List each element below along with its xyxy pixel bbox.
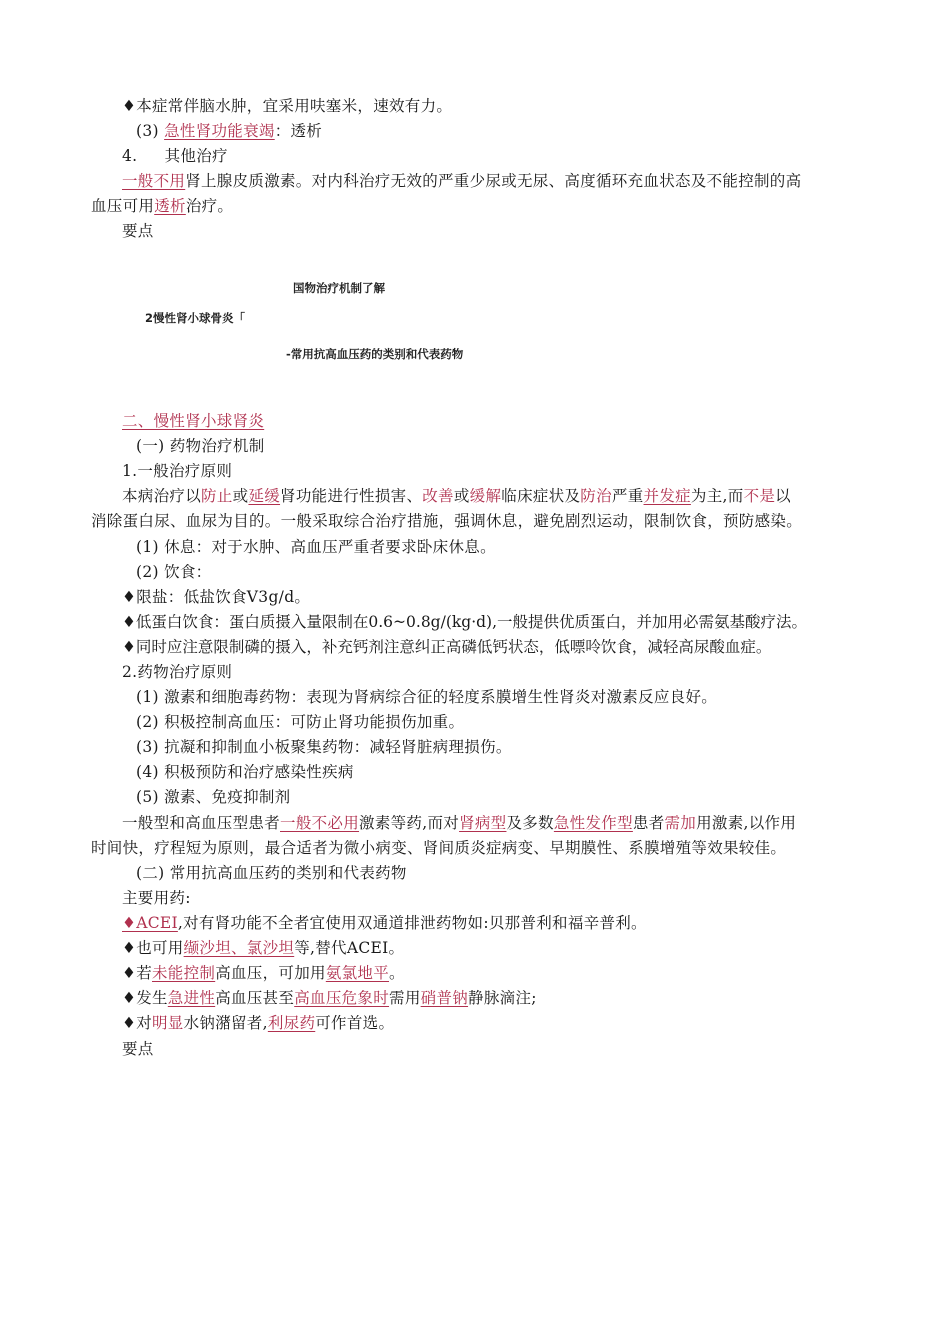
text-span: ,对有肾功能不全者宜使用双通道排泄药物如:贝那普利和福辛普利。 (177, 914, 647, 932)
highlight-text: 并发症 (643, 487, 691, 505)
mindmap-node: 国物治疗机制了解 (293, 281, 385, 295)
text-span: 激素等药,而对 (359, 814, 460, 832)
highlight-text: 明显 (152, 1014, 184, 1032)
text-line: (4) 积极预防和治疗感染性疾病 (136, 763, 354, 781)
highlight-text: 缓解 (469, 487, 502, 505)
text-span: 用激素,以作用 (696, 814, 797, 832)
highlight-text: 一般不必用 (280, 814, 360, 832)
highlight-text: 防治 (580, 487, 612, 505)
text-line: 2.药物治疗原则 (122, 663, 233, 681)
text-line (122, 988, 537, 1008)
highlight-text: 需加 (664, 814, 697, 832)
text-span: 临床症状及 (501, 487, 581, 505)
text-line: (1) 休息：对于水肿、高血压严重者要求卧床休息。 (136, 538, 496, 556)
text-span: 水钠潴留者, (183, 1014, 268, 1032)
text-line (122, 963, 405, 983)
list-number: (3) (136, 122, 159, 140)
text-span: 为主,而 (690, 487, 744, 505)
text-span: 高血压，可加用 (215, 964, 326, 982)
text-span: 可作首选。 (315, 1014, 395, 1032)
highlight-text: 改善 (422, 487, 454, 505)
section-label: 要点 (122, 222, 154, 240)
text-span: ♦也可用 (122, 939, 184, 957)
highlight-text: 急性发作型 (553, 814, 633, 832)
highlight-text: 利尿药 (267, 1014, 316, 1032)
text-span: 。 (389, 964, 405, 982)
highlight-text: 一般不用 (122, 172, 186, 190)
text-span: 严重 (611, 487, 644, 505)
highlight-text: ♦ACEI (122, 914, 178, 932)
highlight-text: 硝普钠 (420, 989, 469, 1007)
highlight-text: 氨氯地平 (325, 964, 390, 982)
text-line: (2) 积极控制高血压：可防止肾功能损伤加重。 (136, 713, 465, 731)
text-line: (5) 激素、免疫抑制剂 (136, 788, 291, 806)
subsection-heading: (一) 药物治疗机制 (136, 437, 265, 455)
text-line: 主要用药: (122, 889, 191, 907)
text-span: 患者 (632, 814, 665, 832)
mindmap-node: 2慢性肾小球骨炎「 (145, 311, 246, 325)
text-span: 血压可用 (91, 197, 155, 215)
highlight-text: 透析 (154, 197, 186, 215)
mindmap-node: -常用抗高血压药的类别和代表药物 (286, 347, 464, 361)
text-line (122, 938, 404, 958)
text-span: ：透析 (274, 122, 323, 140)
text-span: 静脉滴注; (468, 989, 537, 1007)
text-span: ♦发生 (122, 989, 168, 1007)
highlight-text: 高血压危象时 (294, 989, 390, 1007)
highlight-text: 肾病型 (459, 814, 507, 832)
list-number: 4. (122, 147, 138, 165)
text-line (136, 121, 322, 141)
text-span: ♦对 (122, 1014, 152, 1032)
text-line: 消除蛋白尿、血尿为目的。一般采取综合治疗措施，强调休息，避免剧烈运动，限制饮食，预防感染。 (91, 512, 803, 530)
text-span: 治疗。 (185, 197, 234, 215)
text-span: 以 (775, 487, 791, 505)
text-span: ♦若 (122, 964, 152, 982)
highlight-text: 未能控制 (152, 964, 216, 982)
highlight-text: 不是 (743, 487, 776, 505)
section-label: 要点 (122, 1040, 154, 1058)
text-line: ♦限盐：低盐饮食V3g/d。 (122, 588, 311, 606)
text-line (122, 171, 801, 191)
text-span: 其他治疗 (164, 147, 228, 165)
text-span: 或 (453, 487, 470, 505)
text-line (122, 1013, 394, 1033)
text-line (122, 913, 647, 933)
text-line: (3) 抗凝和抑制血小板聚集药物：减轻肾脏病理损伤。 (136, 738, 512, 756)
text-span: 本病治疗以 (122, 487, 202, 505)
section-heading: 二、慢性肾小球肾炎 (122, 412, 265, 430)
text-span: 肾上腺皮质激素。对内科治疗无效的严重少尿或无尿、高度循环充血状态及不能控制的高 (185, 172, 802, 190)
highlight-text: 急进性 (167, 989, 216, 1007)
text-line: ♦本症常伴脑水肿，宜采用呋塞米，速效有力。 (122, 97, 453, 115)
text-line: ♦同时应注意限制磷的摄入，补充钙剂注意纠正高磷低钙状态，低嘌呤饮食，减轻高尿酸血症。 (122, 638, 772, 656)
text-span: 及多数 (506, 814, 554, 832)
highlight-text: 缬沙坦、氯沙坦 (183, 939, 295, 957)
subsection-heading: (二) 常用抗高血压药的类别和代表药物 (136, 864, 407, 882)
text-line: 时间快，疗程短为原则，最合适者为微小病变、肾间质炎症病变、早期膜性、系膜增殖等效果较佳。 (91, 839, 787, 857)
text-line (122, 146, 228, 166)
text-line (122, 813, 796, 833)
text-line: 1.一般治疗原则 (122, 462, 233, 480)
text-span: 高血压甚至 (215, 989, 295, 1007)
text-span: 一般型和高血压型患者 (122, 814, 281, 832)
text-span: 或 (232, 487, 249, 505)
highlight-text: 急性肾功能衰竭 (164, 122, 275, 140)
text-line: (2) 饮食： (136, 563, 212, 581)
text-span: 肾功能进行性损害、 (280, 487, 423, 505)
highlight-text: 延缓 (248, 487, 281, 505)
text-span: 需用 (389, 989, 421, 1007)
text-line: (1) 激素和细胞毒药物：表现为肾病综合征的轻度系膜增生性肾炎对激素反应良好。 (136, 688, 718, 706)
text-line (91, 196, 233, 216)
text-line (122, 486, 791, 506)
text-span: 等,替代ACEI。 (294, 939, 405, 957)
text-line: ♦低蛋白饮食：蛋白质摄入量限制在0.6~0.8g/(kg·d),一般提供优质蛋白，并加用必需氨基酸疗法。 (122, 613, 808, 631)
highlight-text: 防止 (201, 487, 233, 505)
